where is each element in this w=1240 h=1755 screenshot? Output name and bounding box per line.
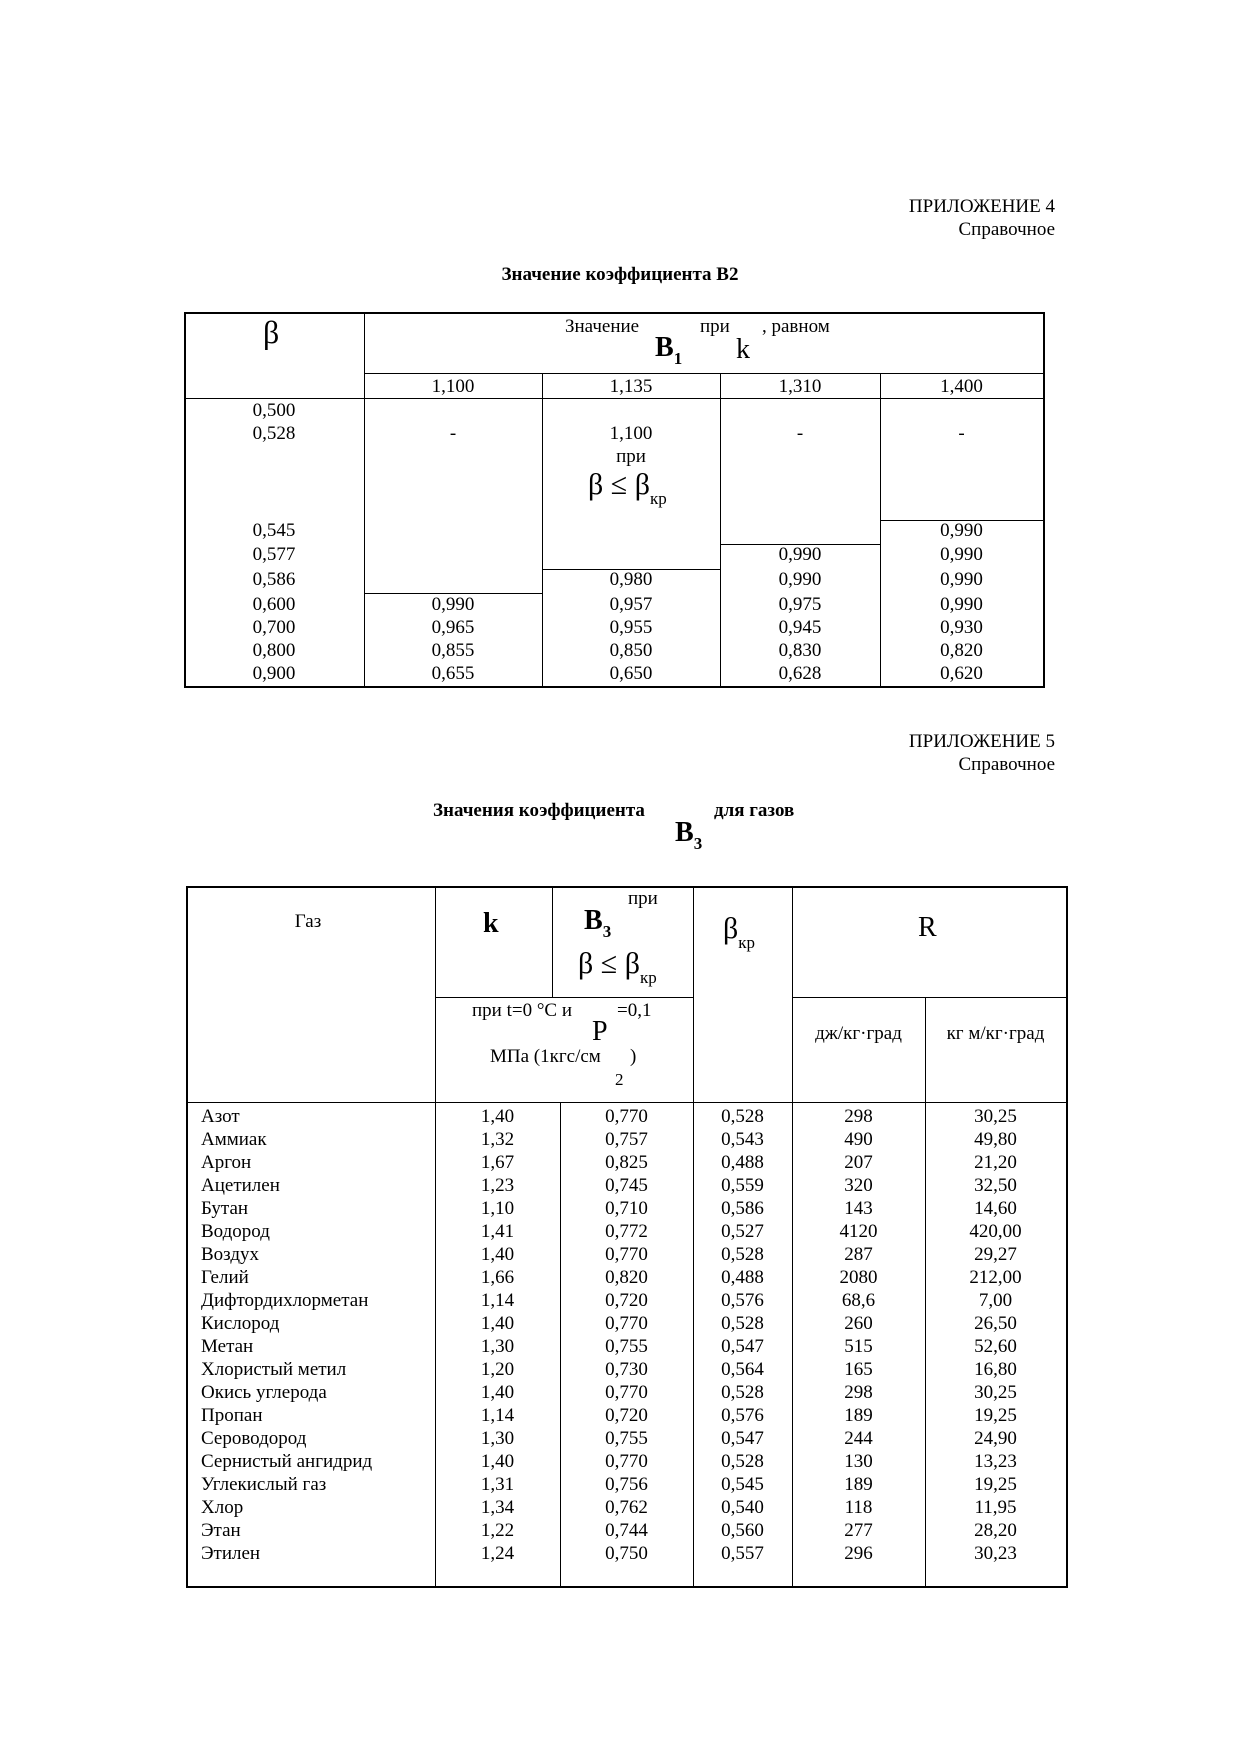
table-rule <box>552 886 553 997</box>
table-cell: 30,25 <box>974 1106 1017 1127</box>
table-cell: 189 <box>844 1474 873 1495</box>
table-cell: 19,25 <box>974 1405 1017 1426</box>
k-value-header: 1,400 <box>940 376 983 397</box>
gas-name: Бутан <box>201 1198 249 1219</box>
table-cell: 189 <box>844 1405 873 1426</box>
table-cell: 1,40 <box>480 1313 515 1334</box>
table-cell: 1,30 <box>480 1336 515 1357</box>
table-cell: 0,576 <box>721 1290 764 1311</box>
table-cell: 0,720 <box>605 1290 648 1311</box>
table-cell: 0,990 <box>940 544 983 565</box>
gas-name: Метан <box>201 1336 254 1357</box>
table-cell: 0,540 <box>721 1497 764 1518</box>
table-cell: 0,762 <box>605 1497 648 1518</box>
table-cell: 1,67 <box>480 1152 515 1173</box>
table-cell: 0,488 <box>721 1267 764 1288</box>
table-cell: 0,488 <box>721 1152 764 1173</box>
table-cell: 244 <box>844 1428 873 1449</box>
beta-value: 0,700 <box>252 617 296 638</box>
table-cell: 130 <box>844 1451 873 1472</box>
table-cell: 13,23 <box>974 1451 1017 1472</box>
table-cell: 212,00 <box>969 1267 1022 1288</box>
table-cell: 0,965 <box>431 617 475 638</box>
gas-name: Водород <box>201 1221 270 1242</box>
table-cell: 19,25 <box>974 1474 1017 1495</box>
table-cell: 0,770 <box>605 1313 648 1334</box>
table-cell: 490 <box>844 1129 873 1150</box>
table-cell: 0,628 <box>778 663 822 684</box>
table-cell: 0,650 <box>609 663 653 684</box>
header-value-label: Значение <box>565 316 640 337</box>
table-cell: 0,528 <box>721 1451 764 1472</box>
header-b3-at: при <box>628 888 658 909</box>
gas-name: Воздух <box>201 1244 260 1265</box>
merged-at: при <box>616 446 646 467</box>
gas-name: Азот <box>201 1106 240 1127</box>
table-cell: 16,80 <box>974 1359 1017 1380</box>
table-cell: 0,770 <box>605 1382 648 1403</box>
table-cell: 0,755 <box>605 1428 648 1449</box>
table-cell: 11,95 <box>974 1497 1017 1518</box>
table-rule <box>792 997 1066 998</box>
table-cell: 0,576 <box>721 1405 764 1426</box>
k-value-header: 1,100 <box>431 376 475 397</box>
table-rule <box>184 686 1044 688</box>
gas-name: Хлор <box>201 1497 244 1518</box>
header-conditions-close: ) <box>630 1046 637 1067</box>
header-conditions-line1: при t=0 °С и <box>472 1000 573 1021</box>
table-cell: 52,60 <box>974 1336 1017 1357</box>
appendix5-title-prefix: Значения коэффициента <box>433 800 645 821</box>
table-rule <box>186 1102 1066 1103</box>
table-cell: 0,830 <box>778 640 822 661</box>
beta-value: 0,800 <box>252 640 296 661</box>
table-cell: 0,620 <box>940 663 983 684</box>
table-cell: 0,990 <box>940 594 983 615</box>
table-cell: 2080 <box>839 1267 878 1288</box>
table-cell: 26,50 <box>974 1313 1017 1334</box>
table-cell: 1,66 <box>480 1267 515 1288</box>
table-rule <box>186 886 188 1586</box>
gas-name: Кислород <box>201 1313 280 1334</box>
table-cell: 0,528 <box>721 1244 764 1265</box>
beta-value: 0,900 <box>252 663 296 684</box>
table-cell: 0,990 <box>940 520 983 541</box>
gas-name: Хлористый метил <box>201 1359 347 1380</box>
table-cell: 0,955 <box>609 617 653 638</box>
table-cell: 1,40 <box>480 1451 515 1472</box>
table-cell: 1,41 <box>480 1221 515 1242</box>
table-cell: 1,31 <box>480 1474 515 1495</box>
table-cell: 1,20 <box>480 1359 515 1380</box>
gas-name: Пропан <box>201 1405 263 1426</box>
header-beta-kr: $\beta_{кр}$ <box>723 912 756 952</box>
header-k-symbol: k <box>736 334 750 365</box>
beta-value: 0,528 <box>252 423 296 444</box>
table-cell: 118 <box>844 1497 873 1518</box>
table-cell: 1,24 <box>480 1543 515 1564</box>
beta-value: 0,545 <box>252 520 296 541</box>
table-cell: 0,528 <box>721 1313 764 1334</box>
table-cell: 14,60 <box>974 1198 1017 1219</box>
table-cell: 0,930 <box>940 617 983 638</box>
table-cell: 143 <box>844 1198 873 1219</box>
table-cell: 7,00 <box>978 1290 1013 1311</box>
table-cell: 0,527 <box>721 1221 764 1242</box>
table-cell: 0,945 <box>778 617 822 638</box>
header-r-unit1: дж/кг·град <box>815 1023 902 1044</box>
table-cell: 1,22 <box>480 1520 515 1541</box>
table-cell: 260 <box>844 1313 873 1334</box>
dash-cell: - <box>796 423 804 444</box>
beta-value: 0,600 <box>252 594 296 615</box>
table-cell: 0,750 <box>605 1543 648 1564</box>
table-cell: 165 <box>844 1359 873 1380</box>
table-cell: 298 <box>844 1382 873 1403</box>
gas-name: Этан <box>201 1520 241 1541</box>
table-cell: 0,820 <box>940 640 983 661</box>
table-cell: 68,6 <box>841 1290 876 1311</box>
table-cell: 420,00 <box>969 1221 1022 1242</box>
header-r-symbol: R <box>918 912 937 943</box>
table-cell: 515 <box>844 1336 873 1357</box>
merged-value: 1,100 <box>609 423 653 444</box>
gas-name: Гелий <box>201 1267 249 1288</box>
header-conditions-eq: =0,1 <box>617 1000 652 1021</box>
table-cell: 0,720 <box>605 1405 648 1426</box>
table-cell: 0,850 <box>609 640 653 661</box>
table-cell: 0,745 <box>605 1175 648 1196</box>
table-rule <box>184 398 1043 399</box>
appendix5-title-b3: $B_3$ <box>675 817 703 853</box>
table-cell: 1,30 <box>480 1428 515 1449</box>
beta-value: 0,500 <box>252 400 296 421</box>
dash-cell: - <box>958 423 965 444</box>
table-cell: 0,755 <box>605 1336 648 1357</box>
gas-name: Этилен <box>201 1543 261 1564</box>
table-cell: 1,40 <box>480 1382 515 1403</box>
table-cell: 4120 <box>839 1221 878 1242</box>
header-k-symbol: k <box>483 908 499 939</box>
table-cell: 1,40 <box>480 1106 515 1127</box>
beta-header-symbol: β <box>263 314 280 350</box>
header-b3-symbol: $B_3$ <box>584 905 612 941</box>
table-cell: 0,559 <box>721 1175 764 1196</box>
table-cell: 0,528 <box>721 1106 764 1127</box>
dash-cell: - <box>449 423 457 444</box>
header-gas: Газ <box>294 911 322 932</box>
table-cell: 0,820 <box>605 1267 648 1288</box>
gas-name: Сероводород <box>201 1428 307 1449</box>
k-value-header: 1,135 <box>609 376 653 397</box>
table-cell: 0,586 <box>721 1198 764 1219</box>
header-b3-condition: $\beta \le \beta_{кр}$ <box>578 947 657 987</box>
table-cell: 298 <box>844 1106 873 1127</box>
table-cell: 0,547 <box>721 1428 764 1449</box>
header-conditions-p: P <box>592 1016 608 1047</box>
merged-condition: $\beta \le \beta_{кр}$ <box>588 468 667 508</box>
table-rule <box>184 312 1043 314</box>
table-cell: 0,564 <box>721 1359 764 1380</box>
table-cell: 24,90 <box>974 1428 1017 1449</box>
beta-value: 0,577 <box>252 544 296 565</box>
table-cell: 1,34 <box>480 1497 515 1518</box>
table-rule <box>435 997 693 998</box>
table-cell: 1,40 <box>480 1244 515 1265</box>
table-cell: 29,27 <box>974 1244 1017 1265</box>
header-conditions-line2: МПа (1кгс/см <box>490 1046 601 1067</box>
table-cell: 30,25 <box>974 1382 1017 1403</box>
table-cell: 0,730 <box>605 1359 648 1380</box>
appendix4-title: Значение коэффициента В2 <box>501 264 739 285</box>
header-r-unit2: кг м/кг·град <box>946 1023 1045 1044</box>
table-cell: 0,710 <box>605 1198 648 1219</box>
gas-name: Дифтордихлорметан <box>201 1290 369 1311</box>
table-cell: 0,560 <box>721 1520 764 1541</box>
table-cell: 0,528 <box>721 1382 764 1403</box>
table-cell: 1,32 <box>480 1129 515 1150</box>
table-cell: 49,80 <box>974 1129 1017 1150</box>
table-cell: 0,855 <box>431 640 475 661</box>
table-cell: 287 <box>844 1244 873 1265</box>
table-cell: 0,757 <box>605 1129 648 1150</box>
appendix5-label: ПРИЛОЖЕНИЕ 5 <box>908 731 1055 752</box>
table-cell: 0,980 <box>609 569 653 590</box>
table-cell: 28,20 <box>974 1520 1017 1541</box>
gas-name: Аммиак <box>201 1129 267 1150</box>
table-cell: 1,14 <box>480 1405 515 1426</box>
header-at-label: при <box>700 316 730 337</box>
table-cell: 0,975 <box>778 594 822 615</box>
table-cell: 1,14 <box>480 1290 515 1311</box>
table-cell: 0,770 <box>605 1451 648 1472</box>
header-conditions-sup: 2 <box>615 1070 624 1089</box>
gas-name: Сернистый ангидрид <box>201 1451 373 1472</box>
table-cell: 1,23 <box>480 1175 515 1196</box>
table-cell: 0,557 <box>721 1543 764 1564</box>
table-cell: 30,23 <box>974 1543 1017 1564</box>
gas-name: Окись углерода <box>201 1382 327 1403</box>
header-equal-label: , равном <box>762 316 830 337</box>
appendix4-label: ПРИЛОЖЕНИЕ 4 <box>908 196 1055 217</box>
table-cell: 0,756 <box>605 1474 648 1495</box>
table-rule <box>186 886 1066 888</box>
table-cell: 0,772 <box>605 1221 648 1242</box>
table-cell: 320 <box>844 1175 873 1196</box>
gas-name: Ацетилен <box>201 1175 280 1196</box>
table-cell: 0,990 <box>778 544 822 565</box>
gas-name: Аргон <box>201 1152 252 1173</box>
header-b1-symbol: $B_1$ <box>655 332 683 368</box>
table-cell: 1,10 <box>480 1198 515 1219</box>
table-cell: 296 <box>844 1543 873 1564</box>
table-cell: 207 <box>844 1152 873 1173</box>
table-rule <box>186 1586 1067 1588</box>
table-cell: 277 <box>844 1520 873 1541</box>
table-cell: 0,543 <box>721 1129 764 1150</box>
table-cell: 0,990 <box>431 594 475 615</box>
table-cell: 0,990 <box>778 569 822 590</box>
table-cell: 32,50 <box>974 1175 1017 1196</box>
k-value-header: 1,310 <box>778 376 822 397</box>
gas-name: Углекислый газ <box>201 1474 327 1495</box>
table-cell: 21,20 <box>974 1152 1017 1173</box>
table-cell: 0,825 <box>605 1152 648 1173</box>
appendix5-type: Справочное <box>958 754 1055 775</box>
table-cell: 0,770 <box>605 1106 648 1127</box>
appendix4-type: Справочное <box>958 219 1055 240</box>
table-cell: 0,655 <box>431 663 475 684</box>
table-rule <box>364 373 1043 374</box>
beta-value: 0,586 <box>252 569 296 590</box>
appendix5-title-suffix: для газов <box>714 800 795 821</box>
table-cell: 0,547 <box>721 1336 764 1357</box>
table-cell: 0,957 <box>609 594 653 615</box>
table-cell: 0,770 <box>605 1244 648 1265</box>
table-cell: 0,545 <box>721 1474 764 1495</box>
table-cell: 0,990 <box>940 569 983 590</box>
table-cell: 0,744 <box>605 1520 648 1541</box>
